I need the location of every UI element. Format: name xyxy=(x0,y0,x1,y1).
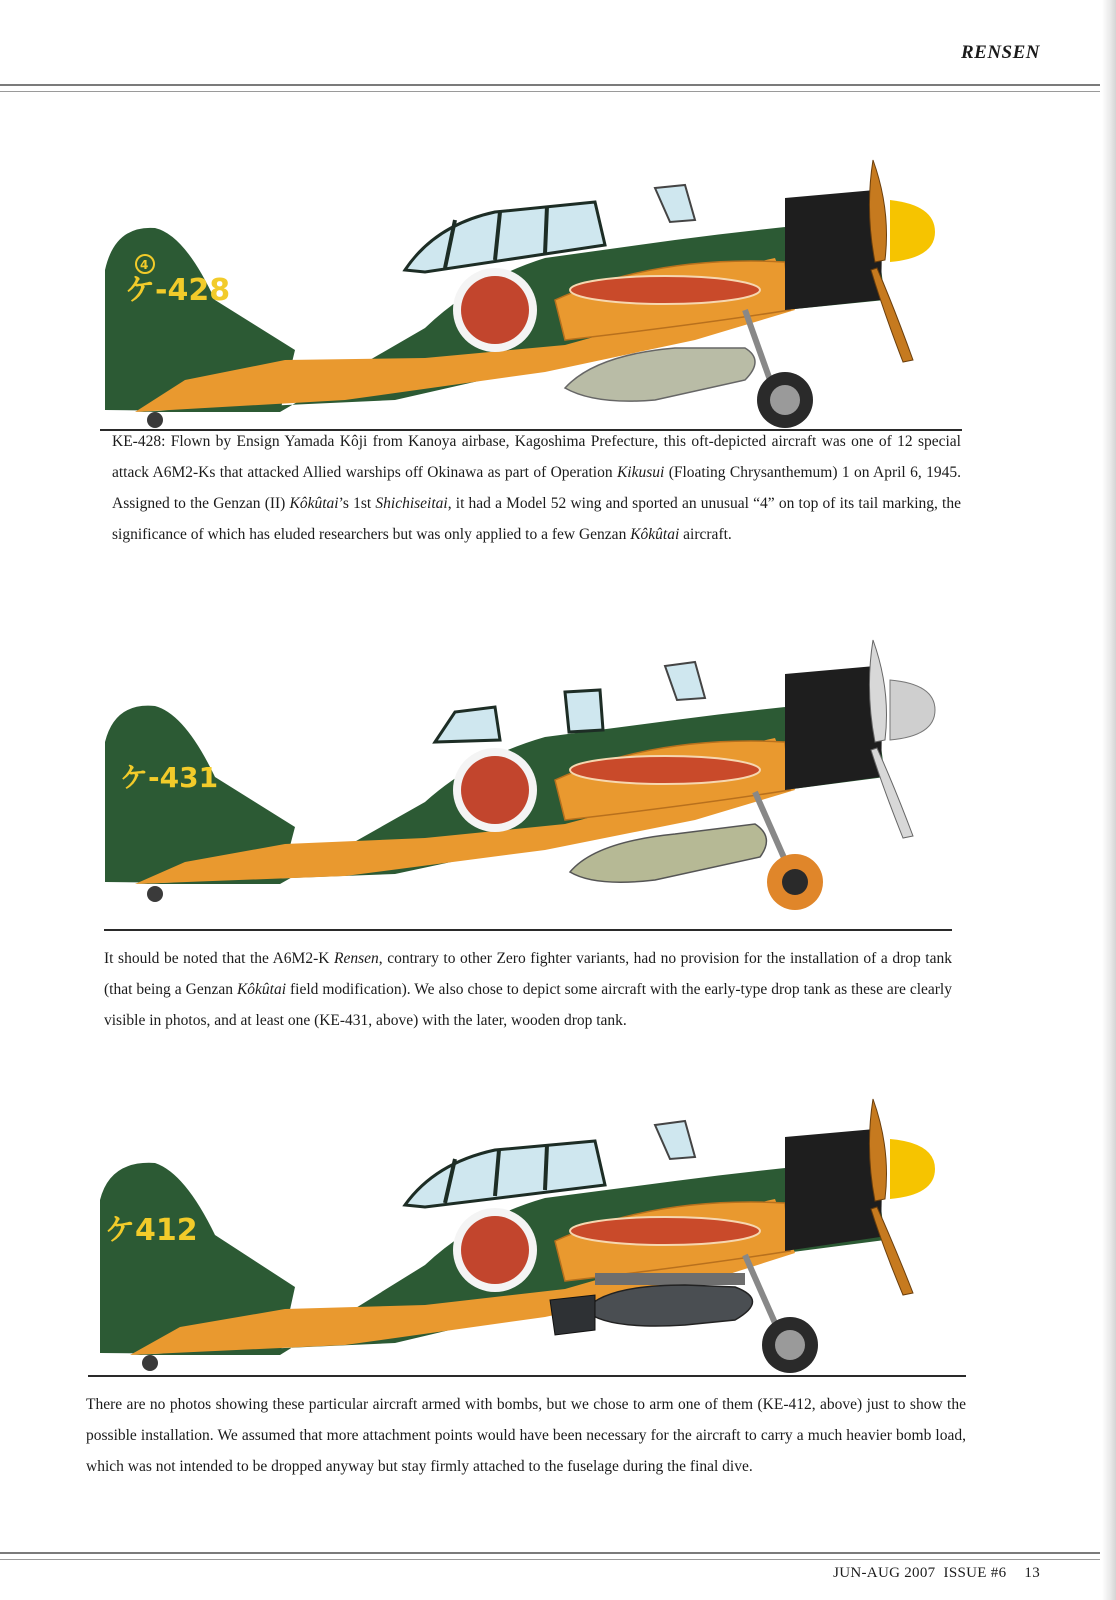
caption-ke412 xyxy=(86,1389,966,1482)
caption-italic-term: Kôkûtai xyxy=(630,526,680,543)
caption-text: ’s 1st xyxy=(338,495,376,512)
profile-baseline xyxy=(88,1375,966,1377)
aircraft-profile-ke428 xyxy=(95,150,975,440)
page-edge-shadow xyxy=(1102,0,1116,1600)
caption-text: KE-428: Flown by Ensign Yamada Kôji from Kanoya airbase, Kagoshima Prefecture, this oft-depicted aircraft was one of 12 special attack A6M2-Ks that attacked Allied warships off Okinawa as part of Operation xyxy=(112,433,961,481)
tail-code-ke428: ケ-428 xyxy=(125,273,231,308)
top-rule xyxy=(0,84,1100,92)
caption-ke428 xyxy=(112,426,961,550)
tail-code-ke431: ケ-431 xyxy=(120,761,219,794)
caption-text: , contrary to other Zero fighter variants, had no provision for the installation of a drop tank (that being a Genzan xyxy=(104,950,952,998)
caption-text: field modification). We also chose to depict some aircraft with the early-type drop tank as these are clearly visible in photos, and at least one (KE-431, above) with the later, wooden drop tank. xyxy=(104,981,952,1029)
caption-italic-term: Kôkûtai xyxy=(289,495,339,512)
caption-text: aircraft. xyxy=(679,526,732,543)
page-footer xyxy=(833,1565,1040,1582)
caption-italic-term: Kôkûtai xyxy=(236,981,287,998)
tail-marking-four: 4 xyxy=(140,258,149,272)
caption-italic-term: Shichiseitai xyxy=(375,495,448,512)
running-head: RENSEN xyxy=(960,42,1040,63)
tail-code-ke412: ケ412 xyxy=(105,1213,198,1248)
caption-text: There are no photos showing these particular aircraft armed with bombs, but we chose to arm one of them (KE-412, above) just to show the possible installation. We assumed that more attachment points would have been necessary for the aircraft to carry a much heavier bomb load, which was not intended to be dropped anyway but stay firmly attached to the fuselage during the final dive. xyxy=(86,1396,966,1475)
issue-label: JUN-AUG 2007 ISSUE #6 xyxy=(833,1565,1007,1581)
caption-italic-term: Kikusui xyxy=(616,464,665,481)
caption-ke431 xyxy=(104,943,952,1036)
caption-text: (Floating Chrysanthemum) 1 on April 6, 1945. Assigned to the Genzan (II) xyxy=(112,464,961,512)
caption-italic-term: Rensen xyxy=(334,950,379,967)
caption-text: It should be noted that the A6M2-K xyxy=(104,950,334,967)
page-number: 13 xyxy=(1024,1565,1040,1581)
aircraft-profile-ke431 xyxy=(95,632,975,922)
aircraft-profile-ke412 xyxy=(85,1095,985,1385)
bottom-rule xyxy=(0,1552,1100,1560)
caption-text: , it had a Model 52 wing and sported an unusual “4” on top of its tail marking, the significance of which has eluded researchers but was only applied to a few Genzan xyxy=(112,495,961,543)
profile-baseline xyxy=(104,929,952,931)
